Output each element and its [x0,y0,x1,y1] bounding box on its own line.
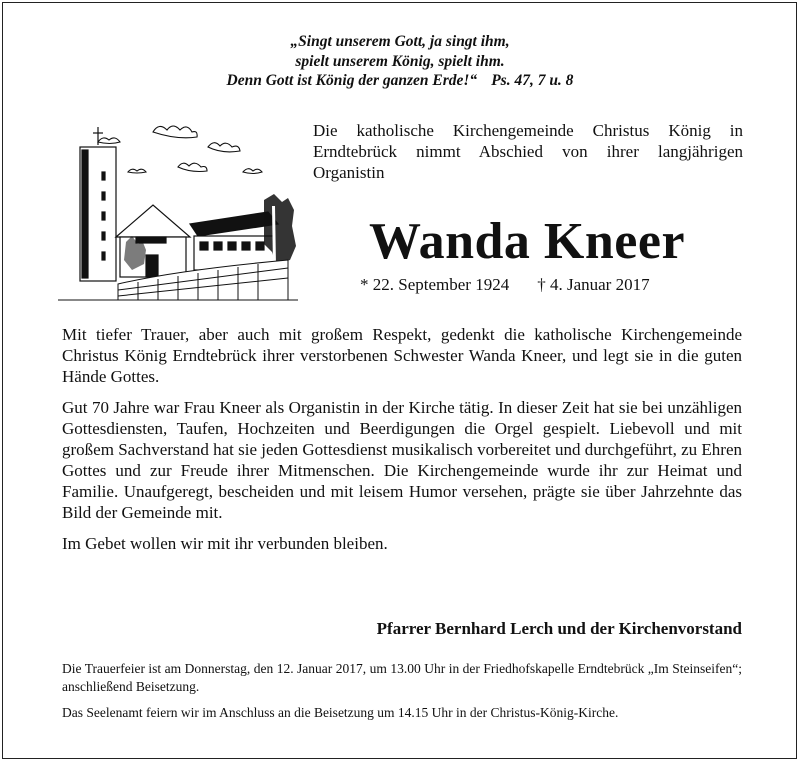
church-illustration [58,112,298,302]
verse-line-3-text: Denn Gott ist König der ganzen Erde!“ [226,72,478,89]
funeral-notice [62,660,742,730]
verse-reference: Ps. 47, 7 u. 8 [491,72,574,89]
body-paragraph: Gut 70 Jahre war Frau Kneer als Organistin in der Kirche tätig. In dieser Zeit hat sie bei unzähligen Gottesdiensten, Taufen, Hochzeiten und Beerdigungen die Orgel gespielt. Liebevoll und mit großem Sachverstand hat sie jeden Gottesdienst musikalisch vorbereitet und durchgeführt, zu Ehren Gottes und zur Freude ihrer Mitmenschen. Die Kirchengemeinde wurde ihr zur Heimat und Familie. Unaufgeregt, bescheiden und mit leisem Humor versehen, prägte sie über Jahrzehnte das Bild der Gemeinde mit. [62,398,742,522]
obituary-body [62,324,742,564]
verse-line-3 [0,71,800,91]
requiem-details: Das Seelenamt feiern wir im Anschluss an die Beisetzung um 14.15 Uhr in der Christus-König-Kirche. [62,705,619,720]
verse-line-1: „Singt unserem Gott, ja singt ihm, [290,33,510,50]
birth-date: * 22. September 1924 [360,275,510,294]
verse-line-2: spielt unserem König, spielt ihm. [295,52,505,70]
body-paragraph: Mit tiefer Trauer, aber auch mit großem Respekt, gedenkt die katholische Kirchengemeinde Christus König Erndtebrück ihrer verstorbenen Schwester Wanda Kneer, und legt sie in die guten Hände Gottes. [62,325,742,386]
bible-verse [0,32,800,91]
signature: Pfarrer Bernhard Lerch und der Kirchenvorstand [376,619,742,638]
body-paragraph: Im Gebet wollen wir mit ihr verbunden bleiben. [62,534,388,553]
deceased-name: Wanda Kneer [368,213,686,270]
funeral-details: Die Trauerfeier ist am Donnerstag, den 12. Januar 2017, um 13.00 Uhr in der Friedhofskapelle Erndtebrück „Im Steinseifen“; anschließend Beisetzung. [62,661,742,694]
intro-text: Die katholische Kirchengemeinde Christus König in Erndtebrück nimmt Abschied von ihrer langjährigen Organistin [313,121,743,182]
death-date: † 4. Januar 2017 [537,275,650,294]
life-dates [360,274,650,296]
